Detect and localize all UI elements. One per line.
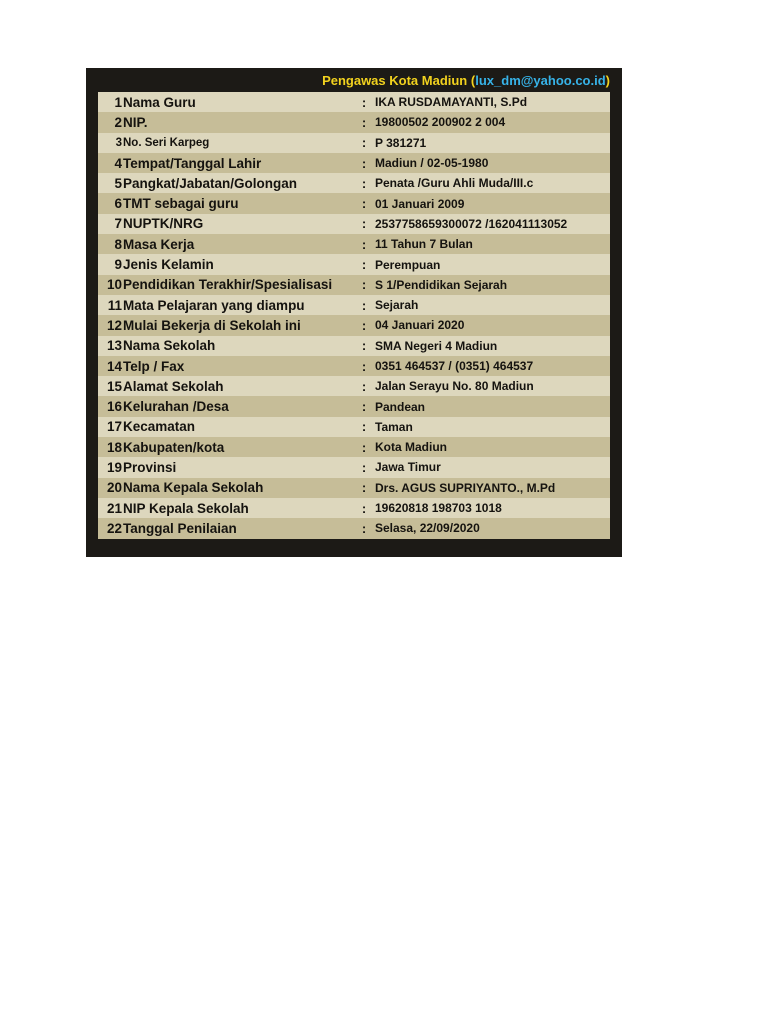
row-label: Provinsi <box>123 459 177 475</box>
row-separator: : <box>361 419 367 435</box>
row-value: 2537758659300072 /162041113052 <box>375 216 568 231</box>
row-label: Alamat Sekolah <box>123 378 224 394</box>
row-label: NIP Kepala Sekolah <box>123 500 249 516</box>
table-row <box>98 193 610 213</box>
table-row <box>98 92 610 112</box>
row-label: Nama Kepala Sekolah <box>123 480 264 496</box>
table-row <box>98 457 610 477</box>
row-label: Jenis Kelamin <box>123 257 214 273</box>
teacher-identity-sheet <box>86 68 622 557</box>
row-value: 19800502 200902 2 004 <box>375 115 506 130</box>
row-value: Jawa Timur <box>375 460 441 475</box>
table-row <box>98 275 610 295</box>
row-value: Pandean <box>375 399 426 414</box>
row-separator: : <box>361 500 367 516</box>
table-row <box>98 518 610 538</box>
table-row <box>98 133 610 153</box>
row-number: 21 <box>106 500 122 516</box>
row-label: Kabupaten/kota <box>123 439 225 455</box>
row-label: Pangkat/Jabatan/Golongan <box>123 175 298 191</box>
paren-open: ( <box>470 72 476 88</box>
row-separator: : <box>361 358 367 374</box>
row-number: 10 <box>106 277 122 293</box>
row-label: Tempat/Tanggal Lahir <box>123 155 262 171</box>
row-number: 16 <box>106 399 122 415</box>
identity-table <box>98 92 610 539</box>
row-value: S 1/Pendidikan Sejarah <box>375 277 508 292</box>
table-row <box>98 315 610 335</box>
row-value: Drs. AGUS SUPRIYANTO., M.Pd <box>375 480 556 495</box>
row-value: Jalan Serayu No. 80 Madiun <box>375 379 534 394</box>
row-label: Mata Pelajaran yang diampu <box>123 297 305 313</box>
row-label: Nama Guru <box>123 94 196 110</box>
row-separator: : <box>361 277 367 293</box>
row-number: 15 <box>106 378 122 394</box>
row-separator: : <box>361 439 367 455</box>
table-row <box>98 173 610 193</box>
row-separator: : <box>361 175 367 191</box>
row-label: Telp / Fax <box>123 358 185 374</box>
row-separator: : <box>361 114 367 130</box>
row-value: Penata /Guru Ahli Muda/III.c <box>375 176 534 191</box>
row-value: Kota Madiun <box>375 440 447 455</box>
row-value: 0351 464537 / (0351) 464537 <box>375 359 534 373</box>
row-separator: : <box>361 338 367 354</box>
row-label: Masa Kerja <box>123 236 195 252</box>
row-number: 22 <box>106 520 122 536</box>
row-separator: : <box>361 236 367 252</box>
supervisor-email: lux_dm@yahoo.co.id <box>475 72 606 88</box>
row-label: Tanggal Penilaian <box>123 520 237 536</box>
table-row <box>98 437 610 457</box>
row-value: 19620818 198703 1018 <box>375 501 502 516</box>
table-row <box>98 214 610 234</box>
row-number: 2 <box>114 114 122 130</box>
table-row <box>98 153 610 173</box>
row-value: Selasa, 22/09/2020 <box>375 521 480 536</box>
row-label: Nama Sekolah <box>123 338 216 354</box>
row-separator: : <box>361 257 367 273</box>
table-row <box>98 498 610 518</box>
row-number: 6 <box>114 196 122 212</box>
row-label: Pendidikan Terakhir/Spesialisasi <box>123 277 333 293</box>
row-separator: : <box>361 399 367 415</box>
table-row <box>98 234 610 254</box>
table-row <box>98 396 610 416</box>
row-value: Taman <box>375 419 413 434</box>
row-separator: : <box>361 378 367 394</box>
row-separator: : <box>361 155 367 171</box>
row-separator: : <box>361 520 367 536</box>
row-number: 5 <box>114 175 122 191</box>
row-label: No. Seri Karpeg <box>123 136 210 149</box>
row-label: NIP. <box>123 114 148 130</box>
row-separator: : <box>361 94 367 110</box>
row-number: 19 <box>106 459 122 475</box>
row-label: Kecamatan <box>123 419 196 435</box>
row-number: 18 <box>106 439 122 455</box>
row-label: TMT sebagai guru <box>123 196 239 212</box>
row-value: P 381271 <box>375 135 427 150</box>
row-separator: : <box>361 196 367 212</box>
paren-close: ) <box>605 72 610 88</box>
row-number: 4 <box>114 155 122 171</box>
table-row <box>98 376 610 396</box>
table-row <box>98 336 610 356</box>
row-value: Sejarah <box>375 298 419 313</box>
row-label: Mulai Bekerja di Sekolah ini <box>123 317 301 333</box>
table-row <box>98 112 610 132</box>
row-number: 9 <box>114 257 122 273</box>
row-number: 8 <box>114 236 122 252</box>
row-value: 01 Januari 2009 <box>375 196 465 211</box>
row-label: Kelurahan /Desa <box>123 399 229 415</box>
row-separator: : <box>361 459 367 475</box>
row-number: 13 <box>106 338 122 354</box>
row-value: Perempuan <box>375 257 441 272</box>
table-row <box>98 295 610 315</box>
row-separator: : <box>361 317 367 333</box>
table-row <box>98 356 610 376</box>
row-value: SMA Negeri 4 Madiun <box>375 338 498 353</box>
row-separator: : <box>361 480 367 496</box>
row-number: 17 <box>106 419 122 435</box>
row-value: 04 Januari 2020 <box>375 318 465 333</box>
row-number: 11 <box>107 297 122 313</box>
row-value: Madiun / 02-05-1980 <box>375 156 489 171</box>
row-label: NUPTK/NRG <box>123 216 204 232</box>
row-number: 7 <box>114 216 122 232</box>
table-row <box>98 417 610 437</box>
row-number: 1 <box>114 94 122 110</box>
row-number: 3 <box>115 136 122 149</box>
row-number: 14 <box>106 358 122 374</box>
row-separator: : <box>361 297 367 313</box>
row-value: IKA RUSDAMAYANTI, S.Pd <box>375 95 528 110</box>
sheet-title <box>86 68 622 92</box>
row-number: 12 <box>106 317 122 333</box>
table-row <box>98 254 610 274</box>
row-value: 11 Tahun 7 Bulan <box>375 237 473 252</box>
row-separator: : <box>361 216 367 232</box>
row-separator: : <box>361 135 367 151</box>
row-number: 20 <box>106 480 122 496</box>
supervisor-title: Pengawas Kota Madiun <box>322 72 468 88</box>
table-row <box>98 478 610 498</box>
